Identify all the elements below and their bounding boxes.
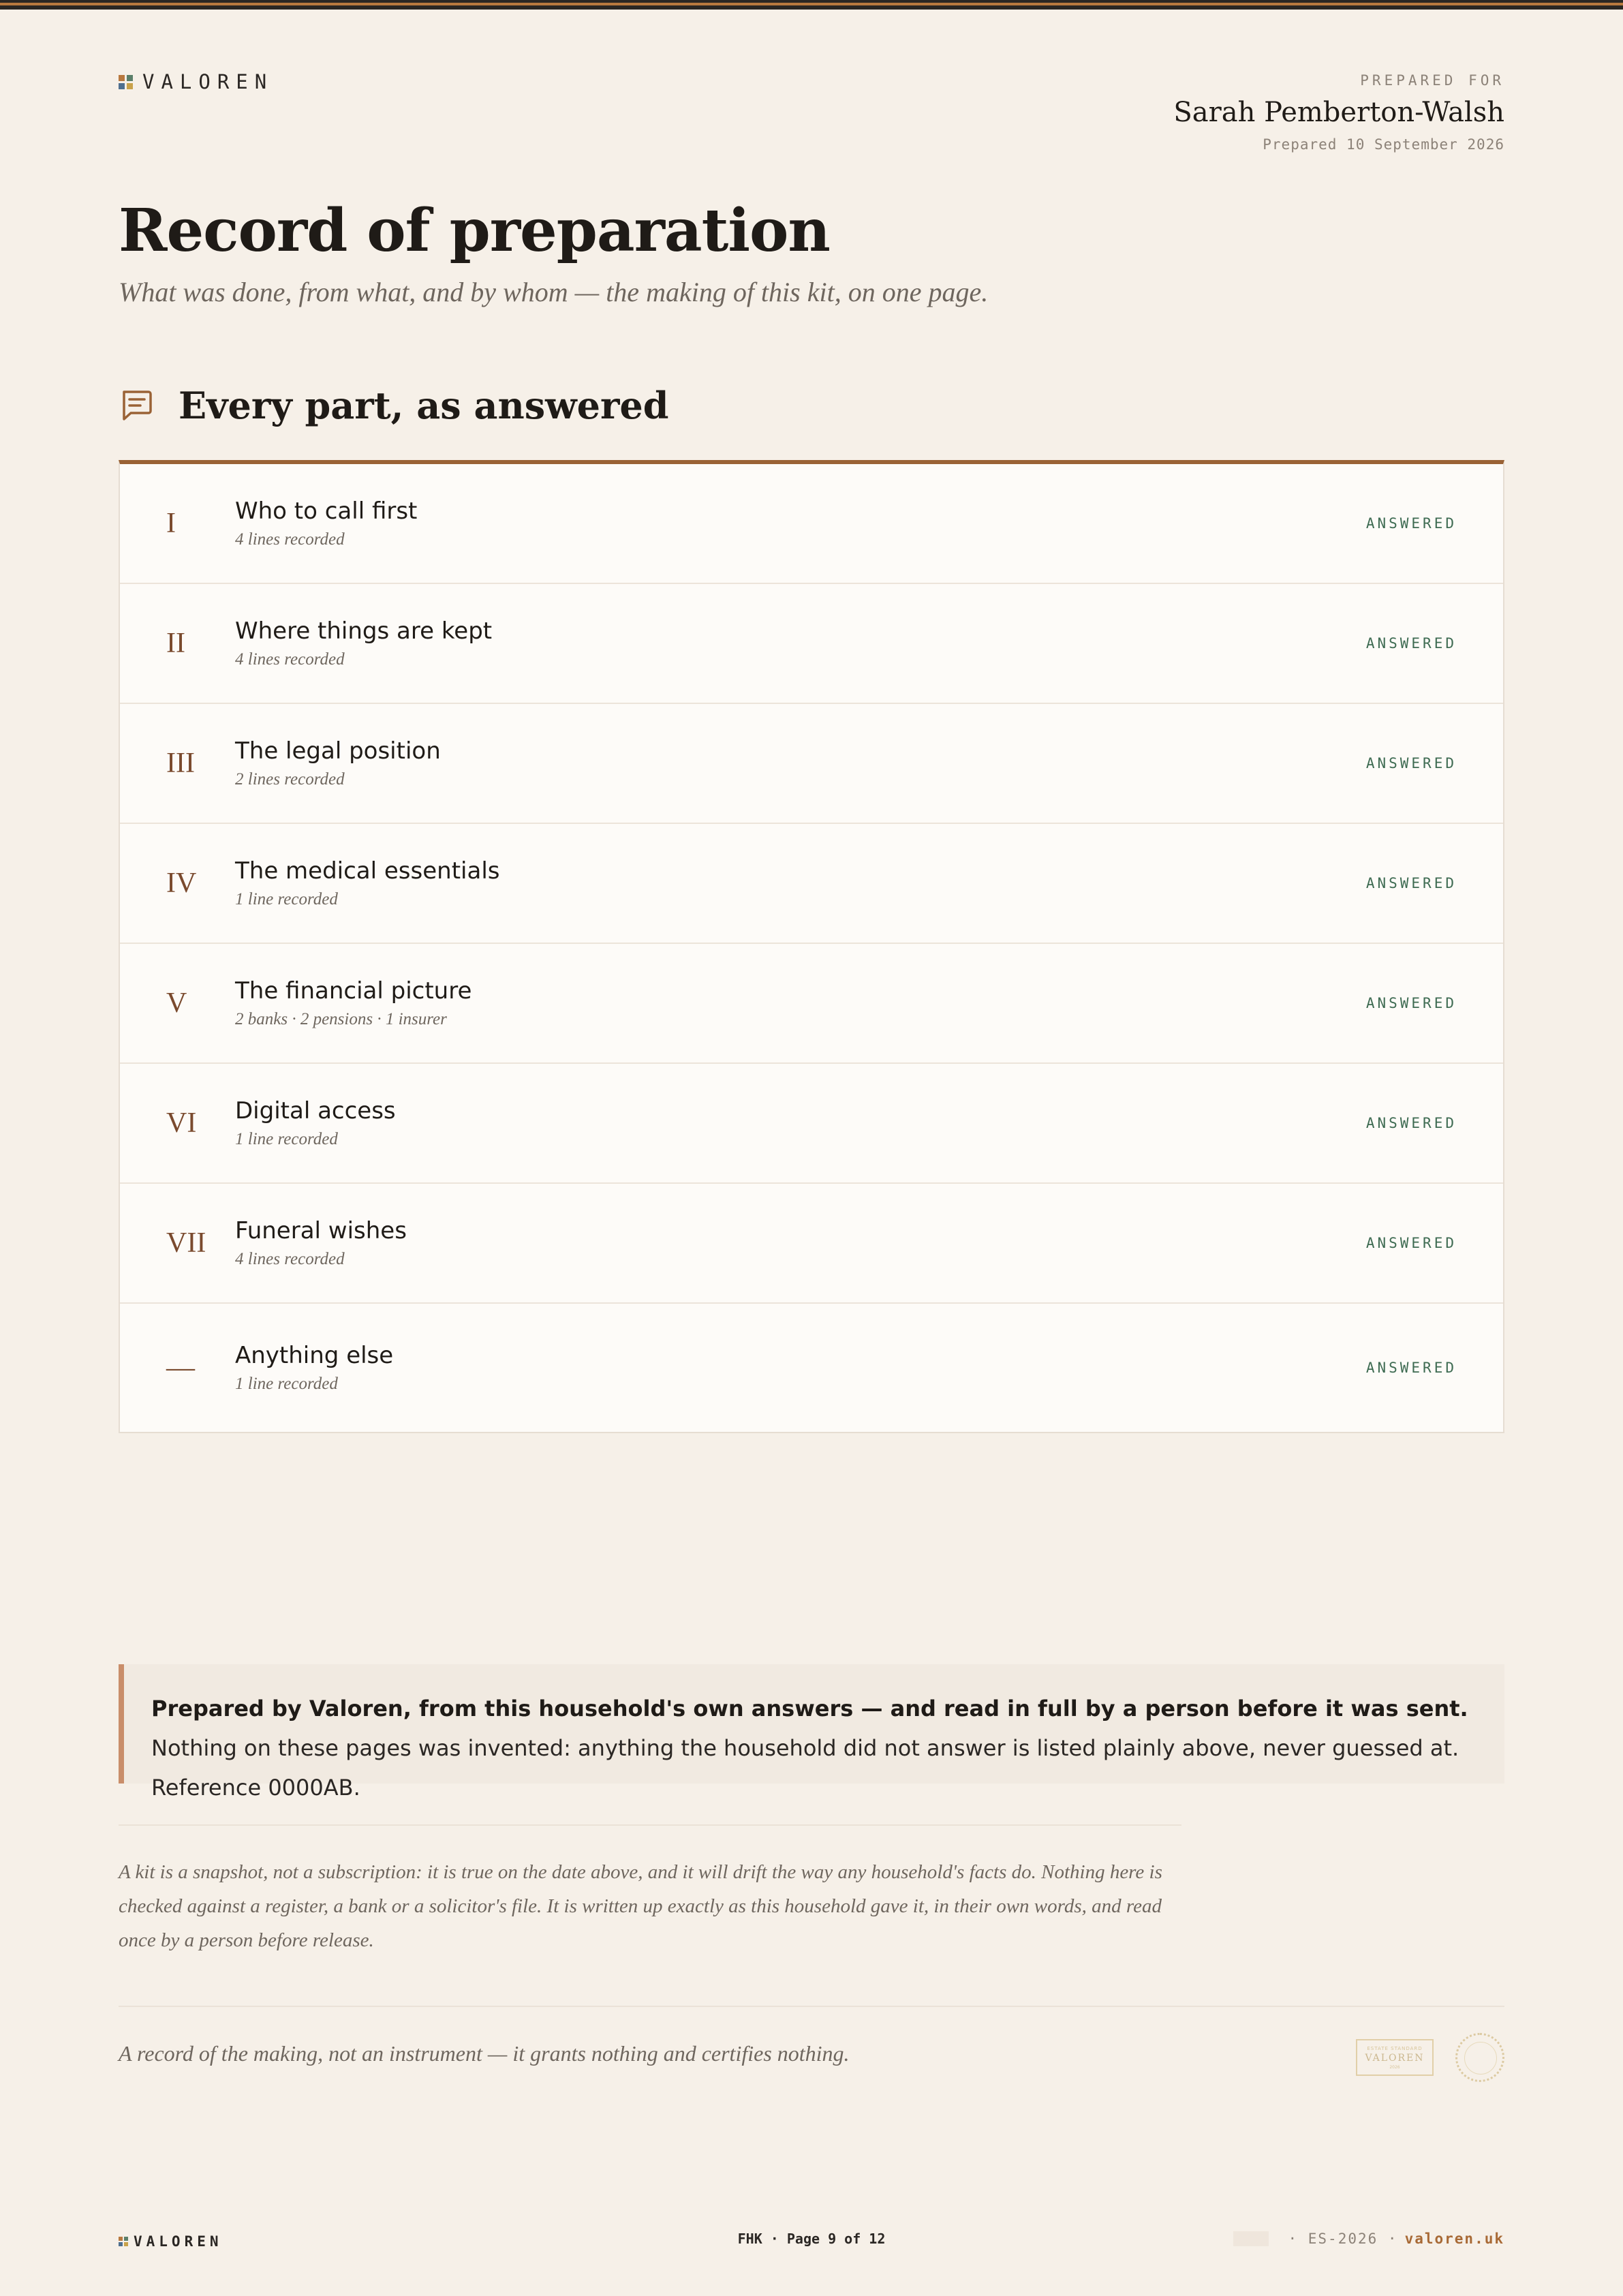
top-rule bbox=[0, 0, 1623, 10]
part-note: 1 line recorded bbox=[235, 890, 338, 908]
callout-body: Nothing on these pages was invented: anything the household did not answer is listed plainly above, never guessed at. Reference 0000AB. bbox=[151, 1735, 1459, 1801]
page-number: FHK · Page 9 of 12 bbox=[737, 2231, 886, 2247]
part-name: Funeral wishes bbox=[235, 1217, 407, 1244]
status-badge: ANSWERED bbox=[1365, 755, 1457, 771]
part-note: 4 lines recorded bbox=[235, 530, 345, 549]
part-note: 1 line recorded bbox=[235, 1130, 338, 1148]
footer-placeholder bbox=[1233, 2231, 1269, 2246]
list-item bbox=[120, 1184, 1503, 1304]
stamp-top-text: ESTATE STANDARD bbox=[1367, 2045, 1423, 2051]
part-numeral: IV bbox=[166, 868, 197, 899]
status-badge: ANSWERED bbox=[1365, 1360, 1457, 1376]
disclaimer-text: A kit is a snapshot, not a subscription: it is true on the date above, and it will drift the way any household's facts do. Nothing here is checked against a register, a bank or a solicitor's file. It is written up exactly as this household gave it, in their own words, and read once by a person before release. bbox=[119, 1861, 1162, 1951]
brand-name: VALOREN bbox=[142, 70, 274, 93]
list-item bbox=[120, 584, 1503, 704]
part-numeral: — bbox=[166, 1352, 195, 1383]
part-name: Where things are kept bbox=[235, 617, 493, 645]
valoren-stamp bbox=[1356, 2039, 1434, 2076]
brand-mark-icon bbox=[119, 75, 133, 89]
part-note: 4 lines recorded bbox=[235, 650, 345, 669]
status-badge: ANSWERED bbox=[1365, 515, 1457, 532]
part-numeral: III bbox=[166, 748, 195, 779]
part-numeral: VI bbox=[166, 1107, 197, 1139]
list-item bbox=[120, 464, 1503, 584]
part-numeral: VII bbox=[166, 1227, 206, 1259]
list-item bbox=[120, 1064, 1503, 1184]
brand-logo bbox=[119, 70, 273, 93]
part-name: The financial picture bbox=[235, 977, 472, 1005]
footer-brand-name: VALOREN bbox=[134, 2233, 223, 2250]
footer-meta bbox=[1233, 2231, 1504, 2247]
part-name: Anything else bbox=[235, 1342, 394, 1369]
status-badge: ANSWERED bbox=[1365, 635, 1457, 652]
status-badge: ANSWERED bbox=[1365, 1235, 1457, 1251]
list-item bbox=[120, 944, 1503, 1064]
stamp-word: VALOREN bbox=[1365, 2052, 1425, 2064]
status-badge: ANSWERED bbox=[1365, 995, 1457, 1011]
site-link[interactable]: valoren.uk bbox=[1404, 2231, 1504, 2247]
callout-lead: Prepared by Valoren, from this household's own answers — and read in full by a person before it was sent. bbox=[151, 1696, 1468, 1721]
prepared-date: Prepared 10 September 2026 bbox=[1263, 136, 1504, 153]
part-name: Digital access bbox=[235, 1097, 396, 1124]
list-item bbox=[120, 704, 1503, 824]
section-header bbox=[119, 384, 669, 427]
part-note: 4 lines recorded bbox=[235, 1250, 345, 1268]
divider bbox=[119, 2006, 1504, 2007]
part-name: Who to call first bbox=[235, 498, 418, 525]
list-item bbox=[120, 1304, 1503, 1432]
prepared-for-label: PREPARED FOR bbox=[1360, 72, 1504, 89]
client-name: Sarah Pemberton-Walsh bbox=[1173, 97, 1504, 128]
list-item bbox=[120, 824, 1503, 944]
closing-statement: A record of the making, not an instrument — it grants nothing and certifies nothing. bbox=[119, 2041, 850, 2066]
section-title: Every part, as answered bbox=[179, 384, 669, 427]
status-badge: ANSWERED bbox=[1365, 875, 1457, 891]
part-note: 2 lines recorded bbox=[235, 770, 345, 789]
edition-code: · ES-2026 · bbox=[1288, 2231, 1398, 2247]
status-badge: ANSWERED bbox=[1365, 1115, 1457, 1131]
page-subtitle: What was done, from what, and by whom — the making of this kit, on one page. bbox=[119, 277, 989, 307]
part-name: The legal position bbox=[235, 737, 441, 765]
part-numeral: I bbox=[166, 508, 176, 539]
stamp-bottom-text: 2026 bbox=[1389, 2064, 1400, 2070]
part-note: 2 banks · 2 pensions · 1 insurer bbox=[235, 1010, 447, 1028]
divider bbox=[119, 1824, 1181, 1826]
part-name: The medical essentials bbox=[235, 857, 500, 885]
parts-list bbox=[119, 460, 1504, 1433]
part-note: 1 line recorded bbox=[235, 1375, 338, 1393]
prepared-for-block bbox=[1173, 72, 1504, 153]
message-icon bbox=[119, 388, 154, 423]
seal-icon bbox=[1455, 2033, 1504, 2082]
part-numeral: II bbox=[166, 628, 185, 659]
part-numeral: V bbox=[166, 988, 187, 1019]
page-title: Record of preparation bbox=[119, 196, 830, 265]
preparation-callout bbox=[119, 1664, 1504, 1801]
